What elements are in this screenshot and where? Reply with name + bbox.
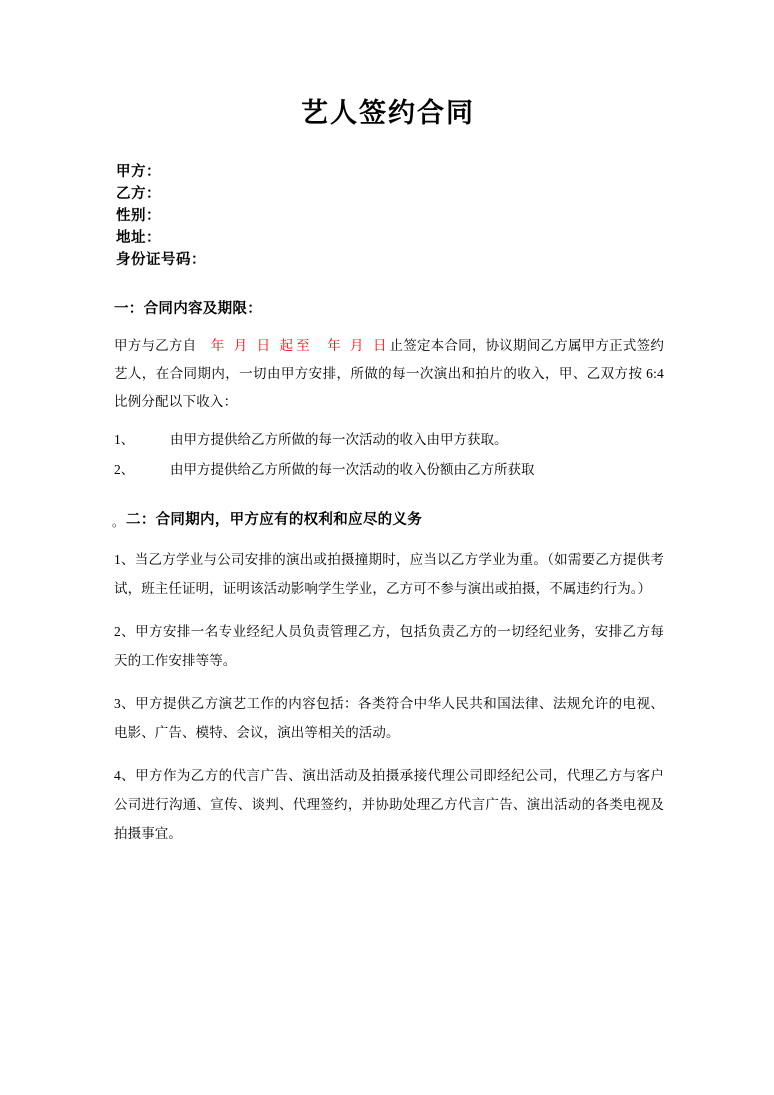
- party-line-jiafang: 甲方：: [116, 164, 161, 181]
- party-line-gender: 性别：: [116, 208, 161, 225]
- list-item-number: 1、: [114, 432, 135, 448]
- paragraph-1: 1、当乙方学业与公司安排的演出或拍摄撞期时，应当以乙方学业为重。（如需要乙方提供考试，班主任证明，证明该活动影响学生学业，乙方可不参与演出或拍摄，不属违约行为。）: [114, 552, 664, 597]
- intro-suffix-text: 止签定本合同，协议期间乙方属甲方正式签约艺人，在合同期内，一切由甲方安排，所做的每一次演出和拍片的收入，甲、乙双方按 6:4 比例分配以下收入：: [114, 338, 665, 410]
- paragraph-4: 4、甲方作为乙方的代言广告、演出活动及拍摄承接代理公司即经纪公司，代理乙方与客户公司进行沟通、宣传、谈判、代理签约，并协助处理乙方代言广告、演出活动的各类电视及拍摄事宜。: [114, 768, 664, 842]
- list-item-text: 由甲方提供给乙方所做的每一次活动的收入由甲方获取。: [170, 432, 508, 448]
- section-two-heading: 二：合同期内，甲方应有的权利和应尽的义务: [126, 512, 423, 529]
- section-one-intro-paragraph: [114, 332, 664, 416]
- intro-prefix-text: 甲方与乙方自: [114, 338, 197, 354]
- list-item: [114, 456, 664, 484]
- page-title: 艺人签约合同: [301, 98, 475, 128]
- section-two-paragraphs: [112, 545, 664, 848]
- date-blank-start: 年 月 日 起至: [210, 338, 313, 354]
- party-line-id-number: 身份证号码：: [116, 252, 206, 269]
- party-info-block: [116, 161, 664, 271]
- list-item: [114, 426, 664, 454]
- paragraph-3: 3、甲方提供乙方演艺工作的内容包括：各类符合中华人民共和国法律、法规允许的电视、电影、广告、模特、会议，演出等相关的活动。: [114, 696, 664, 741]
- leading-punctuation: 。: [112, 515, 125, 530]
- list-item-number: 2、: [114, 462, 135, 478]
- section-one-heading: 一：合同内容及期限：: [114, 301, 262, 318]
- party-line-address: 地址：: [116, 230, 161, 247]
- list-item-text: 由甲方提供给乙方所做的每一次活动的收入份额由乙方所获取: [170, 462, 535, 478]
- party-line-yifang: 乙方：: [116, 186, 161, 203]
- section-two-heading-row: [112, 508, 664, 529]
- date-blank-end: 年 月 日: [327, 338, 390, 354]
- paragraph-2: 2、甲方安排一名专业经纪人员负责管理乙方，包括负责乙方的一切经纪业务，安排乙方每天的工作安排等等。: [114, 624, 664, 669]
